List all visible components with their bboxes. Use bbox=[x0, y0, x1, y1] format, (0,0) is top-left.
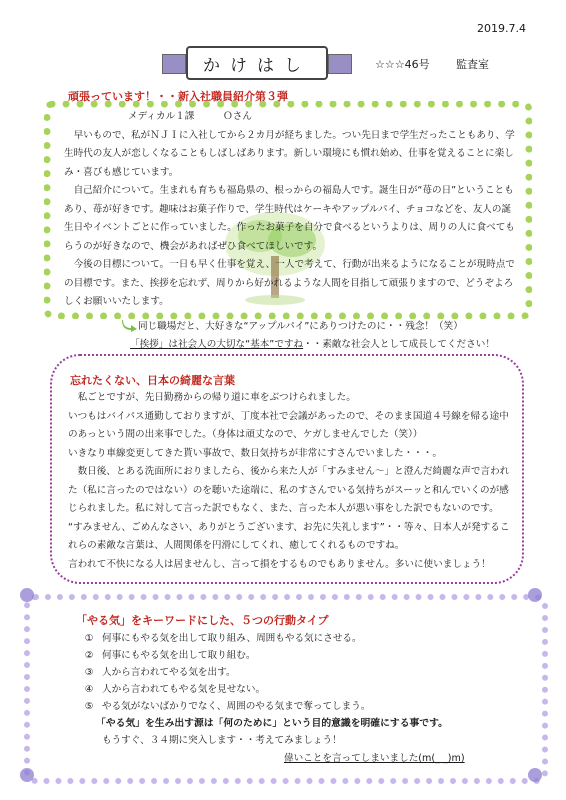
list-item: ⑤ やる気がないばかりでなく、周囲のやる気まで奪ってしまう。 bbox=[84, 701, 371, 712]
list-item: ② 何事にもやる気を出して取り組む。 bbox=[84, 650, 256, 661]
paragraph: いきなり車線変更してきた貰い事故で、数日気持ちが非常にすさんでいました・・・。 bbox=[68, 447, 442, 459]
paragraph: 数日後、とある洗面所におりましたら、後から来た人が「すみません～」と澄んだ綺麗な声で言われた（私に言ったのではない）のを聴いた途端に、私のすさんでいる気持ちがスーッと和んでいくのが感じられました。私に対して言った訳でもなく、また、言った本人が悪い事をした訳でもないのです。 bbox=[68, 466, 510, 514]
issue-date: 2019.7.4 bbox=[477, 22, 526, 35]
comment-note-2 bbox=[130, 336, 495, 350]
emphasis-statement: 「やる気」を生み出す源は「何のために」という目的意識を明確にする事です。 bbox=[96, 718, 448, 729]
section2-heading: 忘れたくない、日本の綺麗な言葉 bbox=[70, 374, 235, 387]
note-rest: ・・素敵な社会人として成長してください！ bbox=[303, 339, 495, 350]
paragraph: 早いもので、私がＮＪＩに入社してから２カ月が経ちました。つい先日まで学生だったこともあり、学生時代の友人が恋しくなることもしばしばあります。新しい環境にも慣れ始め、仕事を覚えることに楽しみ・喜びも感じています。 bbox=[64, 129, 515, 178]
section3-heading: 「やる気」をキーワードにした、５つの行動タイプ bbox=[76, 614, 329, 627]
list-item: ④ 人から言われてもやる気を見せない。 bbox=[84, 684, 266, 695]
list-item: ③ 人から言われてやる気を出す。 bbox=[84, 667, 236, 678]
flower-icon bbox=[528, 768, 542, 782]
flower-icon bbox=[528, 588, 542, 602]
upcoming-note: もうすぐ、３４期に突入します・・考えてみましょう！ bbox=[102, 735, 342, 746]
paragraph: いつもはバイパス通勤しておりますが、丁度本社で会議があったので、そのまま国道４号線を帰る途中のあっという間の出来事でした。（身体は頑丈なので、ケガしませんでした（笑）） bbox=[68, 410, 509, 440]
closing-remark: 偉いことを言ってしまいました(m(_ _)m) bbox=[284, 753, 465, 764]
paragraph: 自己紹介について。生まれも育ちも福島県の、根っからの福島人です。誕生日が“苺の日”ということもあり、苺が好きです。趣味はお菓子作りで、学生時代はケーキやアップルパイ、チョコなどを、友人の誕生日やイベントごとに作っていました。作ったお菓子を自分で食べるというよりは、周りの人に食べてもらうのが好きなので、機会があればぜひ食べてほしいです。 bbox=[64, 185, 515, 252]
flower-icon bbox=[20, 588, 34, 602]
underlined-phrase: 「挨拶」は社会人の大切な“基本”ですね bbox=[130, 339, 304, 350]
comment-note: 同じ職場だと、大好きな“アップルパイ”にありつけたのに・・残念！（笑） bbox=[138, 321, 463, 332]
paragraph: 言われて不快になる人は居ませんし、言って損をするものでもありません。多いに使いましょう！ bbox=[68, 558, 491, 570]
list-item: ① 何事にもやる気を出して取り組み、周囲もやる気にさせる。 bbox=[84, 633, 362, 644]
flower-icon bbox=[20, 768, 34, 782]
arrow-icon bbox=[122, 318, 138, 332]
section1-body bbox=[64, 108, 520, 312]
section1-heading: 頑張っています！・・新入社職員紹介第３弾 bbox=[68, 90, 288, 103]
action-type-list bbox=[76, 630, 506, 715]
paragraph: “すみません、ごめんなさい、ありがとうございます、お先に失礼します”・・等々、日本人が発するこれらの素敵な言葉は、人間関係を円滑にしてくれ、癒してくれるものですね。 bbox=[68, 521, 510, 551]
issue-number: ☆☆☆46号 bbox=[375, 58, 430, 71]
department-name: 監査室 bbox=[456, 58, 489, 71]
section2-body bbox=[68, 389, 512, 574]
newsletter-title: かけはし bbox=[186, 46, 328, 80]
author-signature: メディカル１課 Ｏさん bbox=[128, 111, 252, 122]
paragraph: 今後の目標について。一日も早く仕事を覚え、一人で考えて、行動が出来るようになることが現時点での目標です。また、挨拶を忘れず、周りから好かれるような人間を目指して頑張りますので、どうぞよろしくお願いいたします。 bbox=[64, 259, 515, 307]
paragraph: 私ごとですが、先日勤務からの帰り道に車をぶつけられました。 bbox=[77, 392, 356, 403]
